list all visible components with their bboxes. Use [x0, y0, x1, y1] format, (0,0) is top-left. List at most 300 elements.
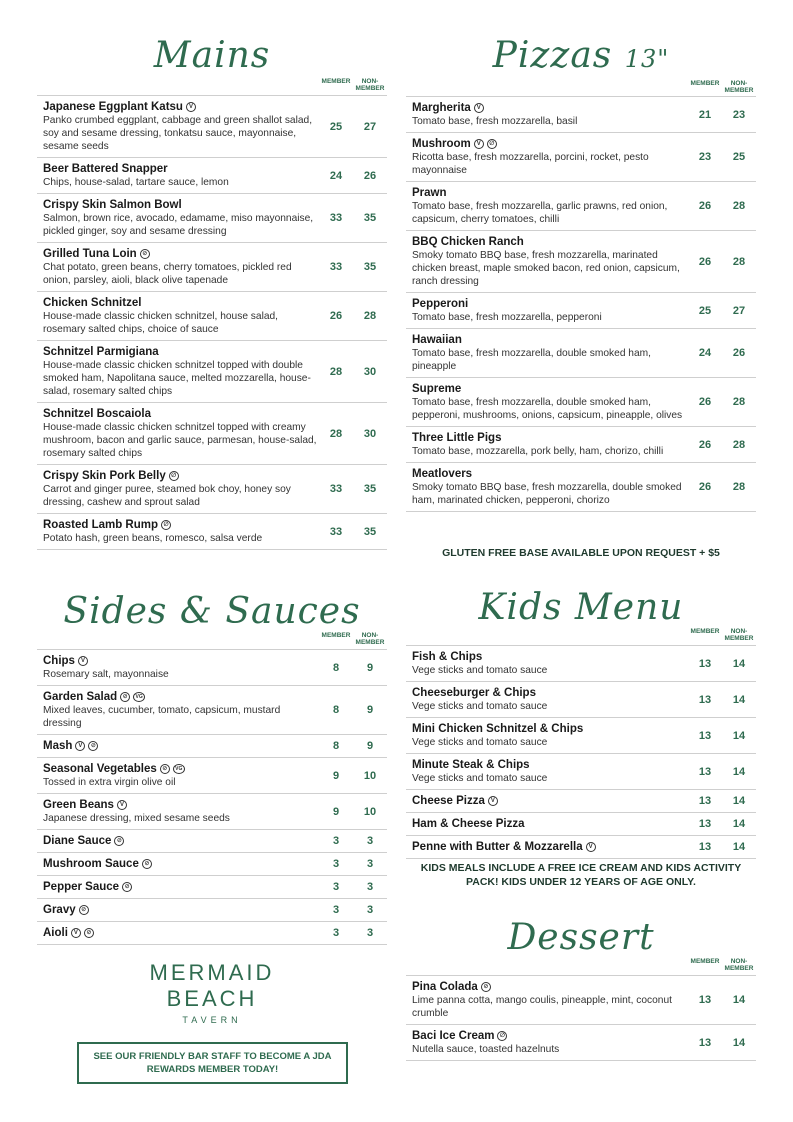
item-description: Japanese dressing, mixed sesame seeds [43, 813, 230, 824]
dietary-v-icon: V [474, 139, 484, 149]
item-name: Grilled Tuna Loin [43, 248, 137, 260]
item-name: Margherita [412, 102, 471, 114]
member-header: MEMBER [690, 80, 720, 87]
dietary-df-icon: ∅ [161, 520, 171, 530]
non-member-price: 35 [363, 261, 377, 273]
item-description: Chat potato, green beans, cherry tomatoes, pickled red onion, parsley, aioli, black olive tapenade [43, 262, 292, 286]
non-member-price: 27 [732, 304, 746, 317]
item-name: Prawn [412, 187, 447, 199]
dietary-gf-icon: ⊘ [120, 692, 130, 702]
menu-item [37, 899, 387, 922]
dietary-df-icon: ∅ [497, 1031, 507, 1041]
item-name-row [43, 296, 317, 310]
dessert-list [406, 975, 756, 1061]
item-prices [319, 158, 387, 193]
item-description: Vege sticks and tomato sauce [412, 737, 548, 748]
item-name-row [412, 840, 686, 854]
dessert-title: Dessert [507, 917, 655, 958]
brand-logo [37, 960, 387, 1028]
item-name-row [412, 980, 686, 994]
member-price: 9 [332, 769, 340, 782]
item-description: Ricotta base, fresh mozzarella, porcini, rocket, pesto mayonnaise [412, 152, 649, 176]
member-price: 13 [698, 841, 712, 853]
item-prices [319, 876, 387, 898]
non-member-header: NON- MEMBER [724, 80, 754, 94]
member-price: 13 [698, 729, 712, 742]
item-name-row [43, 469, 317, 483]
item-name-row [412, 722, 686, 736]
mains-title: Mains [153, 35, 271, 76]
member-price: 33 [329, 525, 343, 538]
kids-note: KIDS MEALS INCLUDE A FREE ICE CREAM AND KIDS ACTIVITY PACK! KIDS UNDER 12 YEARS OF AGE ONLY. [420, 862, 742, 888]
mains-price-header [319, 78, 387, 92]
item-name-row [412, 817, 686, 831]
item-name-row [43, 100, 317, 114]
menu-item [37, 243, 387, 292]
item-prices [688, 646, 756, 681]
non-member-price: 9 [366, 661, 374, 674]
member-price: 24 [329, 169, 343, 182]
non-member-price: 10 [363, 805, 377, 818]
non-member-price: 14 [732, 795, 746, 807]
item-name-row [43, 798, 317, 812]
item-prices [319, 922, 387, 944]
item-prices [688, 813, 756, 835]
item-prices [688, 293, 756, 328]
member-price: 26 [698, 200, 712, 212]
item-description: House-made classic chicken schnitzel topped with double smoked ham, Napolitana sauce, melted mozzarella, house-salad, rosemary salted chips [43, 360, 311, 397]
item-name-row [43, 834, 317, 848]
item-name-row [43, 903, 317, 917]
non-member-price: 26 [363, 169, 377, 182]
menu-item [406, 329, 756, 378]
item-prices [688, 97, 756, 132]
non-member-price: 14 [732, 765, 746, 778]
dietary-vg-icon: VG [133, 692, 145, 702]
item-name-row [43, 198, 317, 212]
non-member-price: 9 [366, 704, 374, 716]
item-name: Mushroom [412, 138, 471, 150]
dietary-gf-icon: ⊘ [84, 928, 94, 938]
rewards-cta-box: SEE OUR FRIENDLY BAR STAFF TO BECOME A JDA REWARDS MEMBER TODAY! [77, 1042, 348, 1084]
item-name: Fish & Chips [412, 651, 483, 663]
non-member-price: 3 [366, 904, 374, 916]
member-price: 25 [329, 120, 343, 133]
dietary-df-icon: ∅ [169, 471, 179, 481]
non-member-header: NON- MEMBER [724, 958, 754, 972]
sides-price-header [319, 632, 387, 646]
item-prices [688, 133, 756, 181]
item-description: Tomato base, fresh mozzarella, double smoked ham, pepperoni, mushrooms, onions, capsicum, pineapple, olives [412, 397, 683, 421]
non-member-price: 23 [732, 108, 746, 121]
non-member-price: 35 [363, 212, 377, 224]
item-description: Tomato base, fresh mozzarella, basil [412, 116, 578, 127]
menu-item [406, 646, 756, 682]
member-price: 33 [329, 261, 343, 273]
item-name-row [43, 857, 317, 871]
menu-item [406, 976, 756, 1025]
item-name: Baci Ice Cream [412, 1030, 495, 1042]
item-name: Aioli [43, 927, 68, 939]
item-name-row [412, 758, 686, 772]
menu-item [37, 465, 387, 514]
item-name-row [43, 880, 317, 894]
brand-line-3: TAVERN [182, 1015, 242, 1025]
item-name: Three Little Pigs [412, 432, 502, 444]
menu-item [406, 378, 756, 427]
menu-item [406, 813, 756, 836]
item-prices [319, 403, 387, 464]
item-name: Chips [43, 655, 75, 667]
item-name-row [412, 137, 686, 151]
non-member-price: 3 [366, 835, 374, 847]
member-price: 24 [698, 347, 712, 359]
item-name: Ham & Cheese Pizza [412, 818, 525, 830]
item-prices [688, 682, 756, 717]
dietary-gf-icon: ⊘ [481, 982, 491, 992]
item-prices [319, 794, 387, 829]
menu-item [406, 1025, 756, 1061]
member-price: 8 [332, 740, 340, 752]
item-prices [688, 182, 756, 230]
item-name: Schnitzel Boscaiola [43, 408, 152, 420]
menu-item [406, 682, 756, 718]
non-member-price: 14 [732, 994, 746, 1006]
item-prices [688, 754, 756, 789]
non-member-price: 35 [363, 483, 377, 495]
item-prices [319, 292, 387, 340]
menu-item [37, 830, 387, 853]
item-prices [319, 735, 387, 757]
item-prices [688, 1025, 756, 1060]
menu-item [406, 754, 756, 790]
member-price: 13 [698, 765, 712, 778]
item-name: Beer Battered Snapper [43, 163, 168, 175]
item-name: Crispy Skin Salmon Bowl [43, 199, 182, 211]
item-description: Carrot and ginger puree, steamed bok choy, honey soy dressing, cashew and sprout salad [43, 484, 291, 508]
non-member-price: 28 [732, 396, 746, 408]
item-name-row [412, 235, 686, 249]
item-description: Mixed leaves, cucumber, tomato, capsicum, mustard dressing [43, 705, 281, 729]
sides-title: Sides & Sauces [63, 591, 361, 632]
item-name-row [412, 794, 686, 808]
menu-item [37, 158, 387, 194]
dietary-gf-icon: ⊘ [142, 859, 152, 869]
non-member-price: 14 [732, 1036, 746, 1049]
non-member-price: 28 [363, 310, 377, 322]
menu-item [406, 97, 756, 133]
item-name: Japanese Eggplant Katsu [43, 101, 183, 113]
menu-item [406, 427, 756, 463]
item-name-row [412, 1029, 686, 1043]
menu-item [406, 463, 756, 512]
item-description: Tomato base, fresh mozzarella, garlic prawns, red onion, capsicum, cherry tomatoes, chilli [412, 201, 668, 225]
item-prices [688, 790, 756, 812]
dietary-gf-icon: ⊘ [140, 249, 150, 259]
non-member-price: 14 [732, 693, 746, 706]
member-price: 13 [698, 1036, 712, 1049]
item-prices [688, 976, 756, 1024]
member-price: 3 [332, 835, 340, 847]
non-member-price: 28 [732, 255, 746, 268]
non-member-price: 14 [732, 841, 746, 853]
member-price: 8 [332, 661, 340, 674]
item-name: Schnitzel Parmigiana [43, 346, 159, 358]
non-member-price: 9 [366, 740, 374, 752]
item-name: Supreme [412, 383, 462, 395]
item-description: Panko crumbed eggplant, cabbage and green shallot salad, soy and sesame dressing, tonkatsu sauce, mayonnaise, sesame seeds [43, 115, 313, 152]
non-member-header: NON- MEMBER [355, 78, 385, 92]
dietary-vg-icon: VG [173, 764, 185, 774]
item-description: Smoky tomato BBQ base, fresh mozzarella, double smoked ham, marinated chicken, pepperoni, chorizo [412, 482, 682, 506]
item-prices [688, 463, 756, 511]
pizzas-list [406, 96, 756, 512]
member-price: 13 [698, 657, 712, 670]
item-name-row [43, 162, 317, 176]
member-header: MEMBER [690, 958, 720, 965]
dietary-gf-icon: ⊘ [160, 764, 170, 774]
member-price: 26 [329, 310, 343, 322]
item-prices [688, 378, 756, 426]
item-name-row [412, 382, 686, 396]
item-name-row [43, 407, 317, 421]
pizzas-size-label: 13" [624, 45, 670, 73]
item-description: Tomato base, fresh mozzarella, double smoked ham, pineapple [412, 348, 651, 372]
item-prices [319, 514, 387, 549]
item-name: Penne with Butter & Mozzarella [412, 841, 583, 853]
member-price: 3 [332, 904, 340, 916]
brand-line-1: MERMAID [149, 960, 275, 985]
non-member-price: 14 [732, 729, 746, 742]
item-description: Tossed in extra virgin olive oil [43, 777, 176, 788]
item-prices [688, 427, 756, 462]
menu-item [37, 403, 387, 465]
member-price: 9 [332, 805, 340, 818]
item-description: House-made classic chicken schnitzel topped with creamy mushroom, bacon and garlic sauce, parmesan, house-salad, rosemary salted chips [43, 422, 317, 459]
dessert-price-header [688, 958, 756, 972]
item-name: Diane Sauce [43, 835, 112, 847]
item-name-row [412, 101, 686, 115]
dietary-v-icon: V [117, 800, 127, 810]
non-member-price: 30 [363, 365, 377, 378]
item-description: Tomato base, mozzarella, pork belly, ham, chorizo, chilli [412, 446, 664, 457]
item-description: Nutella sauce, toasted hazelnuts [412, 1044, 560, 1055]
non-member-price: 14 [732, 818, 746, 830]
item-name-row [412, 186, 686, 200]
dietary-df-icon: ∅ [487, 139, 497, 149]
non-member-price: 28 [732, 200, 746, 212]
item-name: Pina Colada [412, 981, 478, 993]
menu-item [37, 686, 387, 735]
menu-item [37, 292, 387, 341]
member-price: 13 [698, 795, 712, 807]
item-name-row [412, 431, 686, 445]
kids-list [406, 645, 756, 859]
item-name: Minute Steak & Chips [412, 759, 530, 771]
member-price: 28 [329, 365, 343, 378]
item-name-row [412, 297, 686, 311]
item-prices [688, 329, 756, 377]
non-member-price: 30 [363, 427, 377, 440]
item-name: Chicken Schnitzel [43, 297, 142, 309]
menu-item [37, 735, 387, 758]
member-price: 3 [332, 927, 340, 939]
item-name: Green Beans [43, 799, 114, 811]
item-name-row [412, 467, 686, 481]
item-name: Crispy Skin Pork Belly [43, 470, 166, 482]
menu-item [37, 514, 387, 550]
dietary-v-icon: V [78, 656, 88, 666]
gluten-free-note: GLUTEN FREE BASE AVAILABLE UPON REQUEST + $5 [442, 547, 720, 559]
item-name: Hawaiian [412, 334, 462, 346]
menu-item [406, 836, 756, 859]
member-price: 33 [329, 483, 343, 495]
item-name: Cheeseburger & Chips [412, 687, 536, 699]
non-member-price: 26 [732, 347, 746, 359]
item-name: Mini Chicken Schnitzel & Chips [412, 723, 584, 735]
item-name-row [412, 650, 686, 664]
member-header: MEMBER [690, 628, 720, 635]
item-description: Vege sticks and tomato sauce [412, 773, 548, 784]
dietary-v-icon: V [186, 102, 196, 112]
item-prices [319, 686, 387, 734]
non-member-header: NON- MEMBER [355, 632, 385, 646]
item-prices [319, 758, 387, 793]
dietary-v-icon: V [474, 103, 484, 113]
member-price: 13 [698, 693, 712, 706]
member-price: 25 [698, 304, 712, 317]
item-name: Mushroom Sauce [43, 858, 139, 870]
item-name: Meatlovers [412, 468, 473, 480]
member-price: 3 [332, 881, 340, 893]
item-name: Mash [43, 740, 73, 752]
item-name-row [43, 690, 317, 704]
dietary-gf-icon: ⊘ [88, 741, 98, 751]
item-description: Rosemary salt, mayonnaise [43, 669, 169, 680]
item-name: Cheese Pizza [412, 795, 485, 807]
item-description: Salmon, brown rice, avocado, edamame, miso mayonnaise, pickled ginger, soy and sesame dressing [43, 213, 314, 237]
menu-item [406, 182, 756, 231]
item-name: Roasted Lamb Rump [43, 519, 159, 531]
dietary-gf-icon: ⊘ [79, 905, 89, 915]
member-price: 8 [332, 704, 340, 716]
item-prices [319, 650, 387, 685]
pizzas-title [406, 36, 756, 79]
menu-item [406, 293, 756, 329]
member-price: 13 [698, 818, 712, 830]
item-name: Pepperoni [412, 298, 469, 310]
item-name-row [43, 247, 317, 261]
member-header: MEMBER [321, 78, 351, 85]
non-member-price: 14 [732, 657, 746, 670]
menu-item [406, 718, 756, 754]
member-price: 21 [698, 108, 712, 121]
item-prices [688, 718, 756, 753]
non-member-price: 3 [366, 881, 374, 893]
item-name: Pepper Sauce [43, 881, 120, 893]
menu-item [37, 758, 387, 794]
item-prices [319, 194, 387, 242]
menu-item [37, 341, 387, 403]
dietary-v-icon: V [71, 928, 81, 938]
item-prices [688, 231, 756, 292]
non-member-price: 3 [366, 927, 374, 939]
brand-line-2: BEACH [166, 986, 258, 1011]
non-member-header: NON- MEMBER [724, 628, 754, 642]
item-name: Garden Salad [43, 691, 118, 703]
item-prices [688, 836, 756, 858]
mains-list [37, 95, 387, 550]
dietary-v-icon: V [488, 796, 498, 806]
item-name-row [412, 686, 686, 700]
item-name-row [43, 345, 317, 359]
item-description: House-made classic chicken schnitzel, house salad, rosemary salted chips, choice of sauce [43, 311, 278, 335]
item-description: Lime panna cotta, mango coulis, pineapple, mint, coconut crumble [412, 995, 672, 1019]
menu-item [37, 96, 387, 158]
non-member-price: 35 [363, 525, 377, 538]
item-prices [319, 243, 387, 291]
item-name: BBQ Chicken Ranch [412, 236, 524, 248]
dietary-v-icon: V [75, 741, 85, 751]
item-name-row [43, 739, 317, 753]
pizzas-title-text: Pizzas [492, 35, 613, 76]
member-price: 26 [698, 481, 712, 493]
item-description: Vege sticks and tomato sauce [412, 665, 548, 676]
menu-item [406, 790, 756, 813]
member-price: 3 [332, 858, 340, 870]
item-name: Seasonal Vegetables [43, 763, 157, 775]
dietary-gf-icon: ⊘ [122, 882, 132, 892]
item-description: Vege sticks and tomato sauce [412, 701, 548, 712]
non-member-price: 10 [363, 769, 377, 782]
member-price: 26 [698, 396, 712, 408]
member-price: 33 [329, 212, 343, 224]
member-price: 26 [698, 255, 712, 268]
sides-list [37, 649, 387, 945]
non-member-price: 25 [732, 151, 746, 163]
item-description: Smoky tomato BBQ base, fresh mozzarella, marinated chicken breast, maple smoked bacon, red onion, capsicum, ranch dressing [412, 250, 680, 287]
menu-item [37, 794, 387, 830]
item-prices [319, 899, 387, 921]
item-prices [319, 853, 387, 875]
member-price: 13 [698, 994, 712, 1006]
item-description: Chips, house-salad, tartare sauce, lemon [43, 177, 229, 188]
non-member-price: 28 [732, 481, 746, 493]
item-name-row [43, 926, 317, 940]
item-description: Tomato base, fresh mozzarella, pepperoni [412, 312, 602, 323]
item-prices [319, 96, 387, 157]
item-prices [319, 830, 387, 852]
member-header: MEMBER [321, 632, 351, 639]
menu-item [37, 876, 387, 899]
menu-item [37, 853, 387, 876]
member-price: 23 [698, 151, 712, 163]
non-member-price: 3 [366, 858, 374, 870]
kids-title: Kids Menu [478, 587, 684, 628]
dietary-gf-icon: ⊘ [114, 836, 124, 846]
non-member-price: 28 [732, 438, 746, 451]
menu-item [406, 231, 756, 293]
non-member-price: 27 [363, 120, 377, 133]
item-name-row [43, 518, 317, 532]
member-price: 28 [329, 427, 343, 440]
item-name-row [412, 333, 686, 347]
item-name: Gravy [43, 904, 76, 916]
member-price: 26 [698, 438, 712, 451]
item-prices [319, 465, 387, 513]
menu-item [37, 650, 387, 686]
pizzas-price-header [688, 80, 756, 94]
